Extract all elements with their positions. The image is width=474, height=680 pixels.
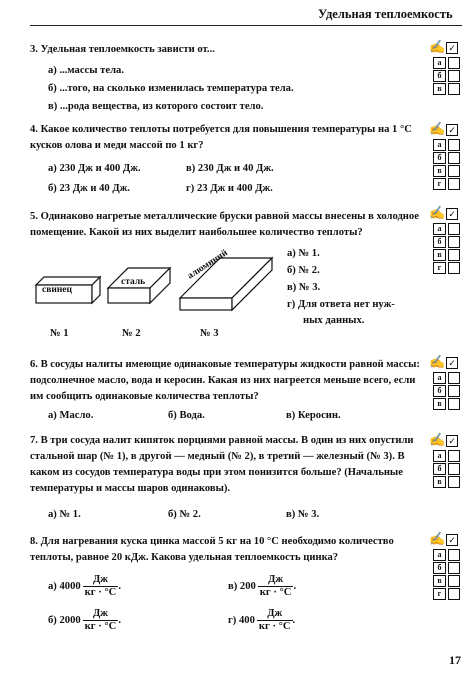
question-5: 5. Одинаково нагретые металлические бруски равной массы внесены в холодное помещение. Какой из них выделит наибольшее количество теплоты?: [30, 211, 419, 238]
answer-box-v: в: [433, 398, 446, 410]
answer-box-v: в: [433, 165, 446, 177]
pencil-icon: ✍: [429, 531, 446, 546]
q5-answer-grid: [429, 205, 465, 272]
q8-b-value: б) 2000: [48, 614, 81, 626]
answer-input-v[interactable]: [448, 575, 460, 587]
checkbox-icon[interactable]: ✓: [446, 124, 458, 136]
q8-a-value: а) 4000: [48, 580, 81, 592]
q4-option-g[interactable]: г) 23 Дж и 400 Дж.: [186, 183, 273, 194]
block-3-number: № 3: [200, 328, 219, 339]
answer-box-b: б: [433, 70, 446, 82]
answer-input-v[interactable]: [448, 249, 460, 261]
answer-box-b: б: [433, 236, 446, 248]
answer-input-b[interactable]: [448, 385, 460, 397]
q3-option-a[interactable]: а) ...массы тела.: [48, 65, 124, 76]
q8-option-a[interactable]: а) 4000 $\frac{Дж}{кг \cdot ^\circ С}$ .: [48, 574, 121, 598]
checkbox-icon[interactable]: ✓: [446, 208, 458, 220]
q4-option-b[interactable]: б) 23 Дж и 40 Дж.: [48, 183, 130, 194]
answer-box-a: а: [433, 450, 446, 462]
q3-answer-grid: [429, 39, 465, 93]
answer-box-b: б: [433, 562, 446, 574]
q8-option-b[interactable]: б) 2000 $\frac{Дж}{кг \cdot ^\circ С}$ .: [48, 608, 121, 632]
q8-a-unit: $\frac{Дж}{кг \cdot ^\circ С}$: [84, 574, 117, 598]
q8-g-unit: $\frac{Дж}{кг \cdot ^\circ С}$: [258, 608, 291, 632]
answer-input-b[interactable]: [448, 152, 460, 164]
page-header-title: Удельная теплоемкость: [318, 7, 453, 21]
q8-answer-grid: [429, 531, 465, 598]
answer-box-v: в: [433, 83, 446, 95]
block-1-number: № 1: [50, 328, 69, 339]
checkbox-icon[interactable]: ✓: [446, 42, 458, 54]
q8-option-v[interactable]: в) 200 $\frac{Дж}{кг \cdot ^\circ С}$ .: [228, 574, 297, 598]
answer-input-v[interactable]: [448, 165, 460, 177]
answer-box-a: а: [433, 549, 446, 561]
answer-box-b: б: [433, 152, 446, 164]
q7-option-b[interactable]: б) № 2.: [168, 509, 201, 520]
block-3-label: алюминий: [186, 248, 230, 282]
answer-box-g: г: [433, 178, 446, 190]
answer-input-a[interactable]: [448, 139, 460, 151]
block-2-label: сталь: [121, 277, 146, 287]
question-3: 3. Удельная теплоемкость зависти от...: [30, 44, 215, 55]
q3-option-c[interactable]: в) ...рода вещества, из которого состоит тело.: [48, 101, 264, 112]
q5-option-g[interactable]: г) Для ответа нет нуж-: [287, 299, 395, 310]
answer-box-a: а: [433, 139, 446, 151]
answer-box-a: а: [433, 223, 446, 235]
q5-option-a[interactable]: а) № 1.: [287, 248, 320, 259]
answer-box-v: в: [433, 575, 446, 587]
q6-answer-grid: [429, 354, 465, 408]
q8-v-value: в) 200: [228, 580, 256, 592]
answer-box-b: б: [433, 385, 446, 397]
question-6: 6. В сосуды налиты имеющие одинаковые температуры жидкости равной массы: подсолнечное масло, вода и керосин. Какая из них нагреется меньше всего, если им сообщить одинаковые количества теплоты?: [30, 359, 420, 402]
answer-input-g[interactable]: [448, 588, 460, 600]
answer-box-v: в: [433, 476, 446, 488]
question-8: 8. Для нагревания куска цинка массой 5 кг на 10 °С необходимо количество теплоты, равное 20 кДж. Какова удельная теплоемкость цинка?: [30, 536, 394, 563]
answer-input-a[interactable]: [448, 450, 460, 462]
q8-b-unit: $\frac{Дж}{кг \cdot ^\circ С}$: [84, 608, 117, 632]
question-4: 4. Какое количество теплоты потребуется для повышения температуры на 1 °С кусков олова и меди массой по 1 кг?: [30, 124, 412, 151]
pencil-icon: ✍: [429, 432, 446, 447]
block-1-label: свинец: [42, 285, 72, 295]
answer-box-g: г: [433, 262, 446, 274]
answer-box-v: в: [433, 249, 446, 261]
answer-input-b[interactable]: [448, 236, 460, 248]
answer-input-a[interactable]: [448, 223, 460, 235]
answer-box-a: а: [433, 57, 446, 69]
checkbox-icon[interactable]: ✓: [446, 435, 458, 447]
page-number: 17: [449, 653, 461, 667]
q7-answer-grid: [429, 432, 465, 486]
answer-box-b: б: [433, 463, 446, 475]
q7-option-a[interactable]: а) № 1.: [48, 509, 81, 520]
answer-input-g[interactable]: [448, 262, 460, 274]
q5-option-g-cont: ных данных.: [303, 315, 365, 326]
q6-option-v[interactable]: в) Керосин.: [286, 410, 341, 421]
answer-input-b[interactable]: [448, 70, 460, 82]
answer-input-v[interactable]: [448, 398, 460, 410]
checkbox-icon[interactable]: ✓: [446, 357, 458, 369]
answer-input-a[interactable]: [448, 372, 460, 384]
header-rule: [30, 25, 462, 26]
answer-input-g[interactable]: [448, 178, 460, 190]
answer-box-g: г: [433, 588, 446, 600]
checkbox-icon[interactable]: ✓: [446, 534, 458, 546]
answer-input-b[interactable]: [448, 562, 460, 574]
answer-box-a: а: [433, 372, 446, 384]
q4-option-v[interactable]: в) 230 Дж и 40 Дж.: [186, 163, 274, 174]
q4-answer-grid: [429, 121, 465, 188]
pencil-icon: ✍: [429, 121, 446, 136]
answer-input-a[interactable]: [448, 549, 460, 561]
answer-input-a[interactable]: [448, 57, 460, 69]
q8-v-unit: $\frac{Дж}{кг \cdot ^\circ С}$: [259, 574, 292, 598]
q3-option-b[interactable]: б) ...того, на сколько изменилась температура тела.: [48, 83, 294, 94]
pencil-icon: ✍: [429, 39, 446, 54]
q5-option-b[interactable]: б) № 2.: [287, 265, 320, 276]
answer-input-b[interactable]: [448, 463, 460, 475]
block-aluminium: [180, 258, 272, 310]
q8-g-value: г) 400: [228, 614, 255, 626]
pencil-icon: ✍: [429, 205, 446, 220]
answer-input-v[interactable]: [448, 83, 460, 95]
q6-option-a[interactable]: а) Масло.: [48, 410, 94, 421]
q8-option-g[interactable]: г) 400 $\frac{Дж}{кг \cdot ^\circ С}$ .: [228, 608, 296, 632]
block-2-number: № 2: [122, 328, 141, 339]
question-7: 7. В три сосуда налит кипяток порциями равной массы. В один из них опустили стальной шар (№ 1), в другой — медный (№ 2), в третий — железный (№ 3). В каком из сосудов температура воды при этом понизится больше? (Начальные температуры и массы шаров одинаковы).: [30, 435, 414, 494]
q6-option-b[interactable]: б) Вода.: [168, 410, 205, 421]
q4-option-a[interactable]: а) 230 Дж и 400 Дж.: [48, 163, 141, 174]
answer-input-v[interactable]: [448, 476, 460, 488]
q5-option-v[interactable]: в) № 3.: [287, 282, 321, 293]
q7-option-v[interactable]: в) № 3.: [286, 509, 320, 520]
pencil-icon: ✍: [429, 354, 446, 369]
